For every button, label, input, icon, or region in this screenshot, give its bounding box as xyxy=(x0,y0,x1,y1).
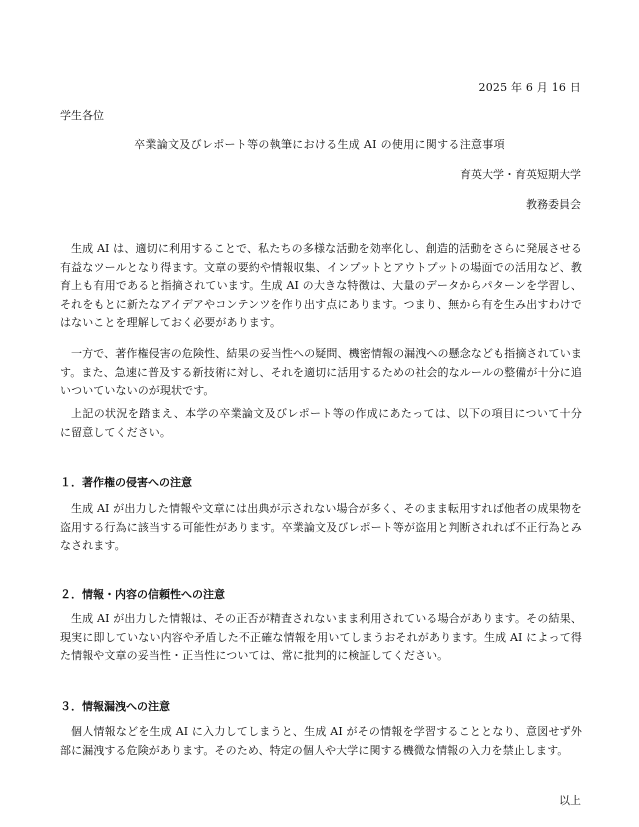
recipient: 学生各位 xyxy=(60,109,104,122)
section-copyright-text: 生成 AI が出力した情報や文章には出典が示されない場合が多く、そのまま転用すれば他者の成果物を盗用する行為に該当する可能性があります。卒業論文及びレポート等が盗用と判断されれば不正行為とみなされます。 xyxy=(60,502,582,552)
sender-organization: 育英大学・育英短期大学 xyxy=(460,168,581,181)
section-leak-text: 個人情報などを生成 AI に入力してしまうと、生成 AI がその情報を学習することとなり、意図せず外部に漏洩する危険があります。そのため、特定の個人や大学に関する機微な情報の入力を禁止します。 xyxy=(60,725,582,757)
section-heading-copyright: １．著作権の侵害への注意 xyxy=(60,476,192,489)
section-copyright xyxy=(60,500,582,556)
section-leak xyxy=(60,723,582,760)
sender-department: 教務委員会 xyxy=(526,198,581,211)
section-reliability xyxy=(60,610,582,666)
closing-mark: 以上 xyxy=(559,794,581,807)
intro-paragraph-2-text: 一方で、著作権侵害の危険性、結果の妥当性への疑問、機密情報の漏洩への懸念なども指摘されています。また、急速に普及する新技術に対し、それを適切に活用するための社会的なルールの整備が十分に追いついていないのが現状です。 xyxy=(60,347,582,397)
section-reliability-text: 生成 AI が出力した情報は、その正否が精査されないまま利用されている場合があります。その結果、現実に即していない内容や矛盾した不正確な情報を用いてしまうおそれがあります。生成 AI によって得た情報や文章の妥当性・正当性については、常に批判的に検証してください。 xyxy=(60,612,582,662)
intro-paragraph-2 xyxy=(60,345,582,401)
intro-paragraph-1 xyxy=(60,240,582,333)
section-heading-reliability: ２．情報・内容の信頼性への注意 xyxy=(60,588,225,601)
document-date: 2025 年 6 月 16 日 xyxy=(478,81,581,94)
document-title: 卒業論文及びレポート等の執筆における生成 AI の使用に関する注意事項 xyxy=(134,138,505,151)
intro-paragraph-3 xyxy=(60,405,582,442)
intro-paragraph-3-text: 上記の状況を踏まえ、本学の卒業論文及びレポート等の作成にあたっては、以下の項目について十分に留意してください。 xyxy=(60,407,582,439)
section-heading-leak: ３．情報漏洩への注意 xyxy=(60,700,170,713)
intro-paragraph-1-text: 生成 AI は、適切に利用することで、私たちの多様な活動を効率化し、創造的活動をさらに発展させる有益なツールとなり得ます。文章の要約や情報収集、インプットとアウトプットの場面での活用など、教育上も有用であると指摘されています。生成 AI の大きな特徴は、大量のデータからパターンを学習し、それをもとに新たなアイデアやコンテンツを作り出す点にあります。つまり、無から有を生み出すわけではないことを理解しておく必要があります。 xyxy=(60,242,582,329)
